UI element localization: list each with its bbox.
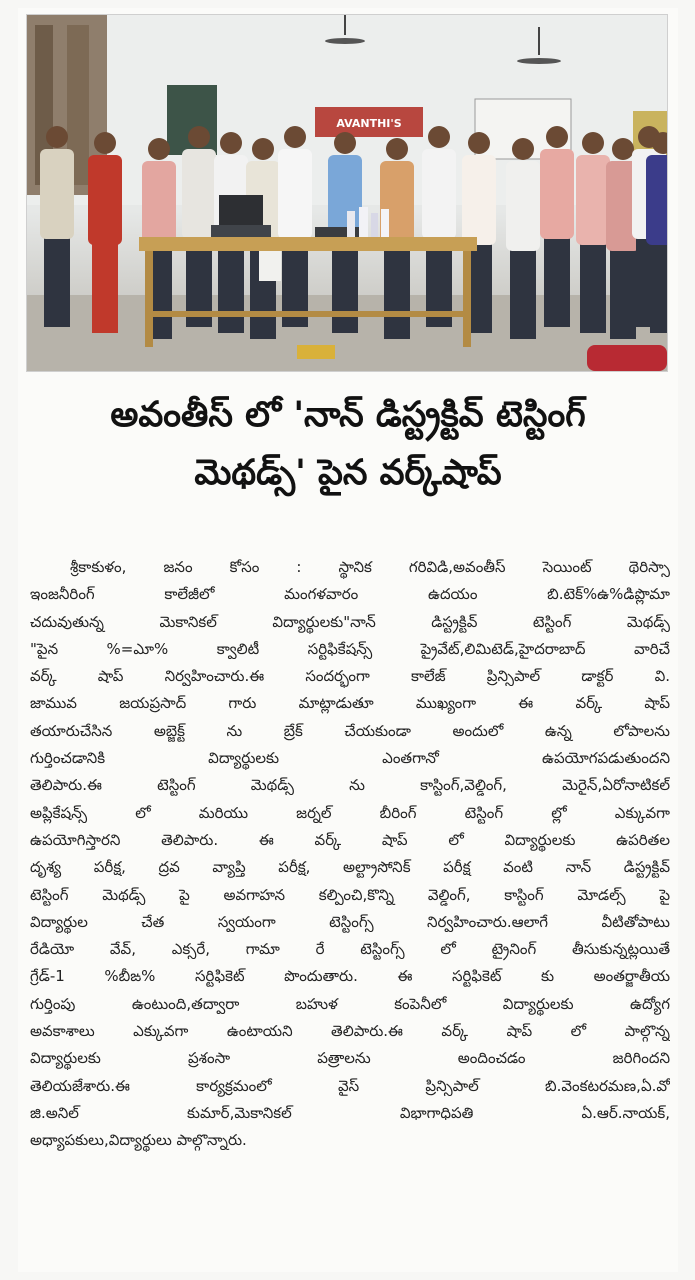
person-figure	[182, 126, 216, 327]
article-line: ఉపయోగిస్తారని తెలిపారు. ఈ వర్క్ షాప్ లో విద్యార్థులకు ఉపరితల	[30, 830, 670, 849]
article-line: జి.అనిల్ కుమార్,మెకానికల్ విభాగాధిపతి ఏ.ఆర్.నాయక్,	[30, 1103, 670, 1122]
article-line: జామువ జయప్రసాద్ గారు మాట్లాడుతూ ముఖ్యంగా ఈ వర్క్ షాప్	[30, 694, 670, 713]
headline-line-1: అవంతీస్ లో 'నాన్ డిస్ట్రక్టివ్ టెస్టింగ్	[110, 395, 586, 435]
person-figure	[40, 126, 74, 327]
article-line: అధ్యాపకులు,విద్యార్థులు పాల్గొన్నారు.	[30, 1131, 247, 1150]
article-line: గుర్తించడానికి విద్యార్థులకు ఎంతగానో ఉపయోగపడుతుందని	[30, 749, 670, 768]
newspaper-clipping	[18, 8, 678, 1272]
banner-label: AVANTHI'S	[336, 117, 402, 130]
article-line: గుర్తింపు ఉంటుంది,తద్వారా బహుళ కంపెనీలో విద్యార్థులకు ఉద్యోగ	[30, 994, 670, 1013]
headline-line-2: మెథడ్స్' పైన వర్క్‌షాప్	[194, 453, 502, 493]
person-figure	[540, 126, 574, 327]
article-line: గ్రేడ్-1 %బీఙ% సర్టిఫికెట్ పొందుతారు. ఈ సర్టిఫికెట్ కు అంతర్జాతీయ	[30, 967, 670, 986]
article-line: అవకాశాలు ఎక్కువగా ఉంటాయని తెలిపారు.ఈ వర్క్ షాప్ లో పాల్గొన్న	[30, 1022, 670, 1041]
person-figure	[88, 132, 122, 333]
article-line: టెస్టింగ్ మెథడ్స్ పై అవగాహన కల్పించి,కొన్ని వెల్డింగ్, కాస్టింగ్ మోడల్స్ పై	[30, 885, 670, 904]
article-line: తెలిపారు.ఈ టెస్టింగ్ మెథడ్స్ ను కాస్టింగ్,వెల్డింగ్, మెరైన్,ఏరోనాటికల్	[30, 776, 670, 795]
person-figure	[278, 126, 312, 327]
article-line: అప్లికేషన్స్ లో మరియు జర్నల్ బీరింగ్ టెస్టింగ్ ల్లో ఎక్కువగా	[30, 803, 670, 822]
group-photo	[26, 14, 668, 372]
article-line: రేడియో వేవ్, ఎక్సరే, గామా రే టెస్టింగ్స్ లో ట్రైనింగ్ తీసుకున్నట్లయితే	[30, 940, 670, 959]
article-line: చదువుతున్న మెకానికల్ విద్యార్థులకు"నాన్ డిస్ట్రక్టివ్ టెస్టింగ్ మెథడ్స్	[30, 612, 670, 631]
article-line: ఇంజనీరింగ్ కాలేజీలో మంగళవారం ఉదయం బి.టెక్%ఉ%డిప్లొమా	[30, 585, 670, 604]
article-line: "పైన %=ఎూ% క్వాలిటీ సర్టిఫికేషన్స్ ప్రైవేట్,లిమిటెడ్,హైదరాబాద్ వారిచే	[30, 639, 670, 658]
workshop-photo-illustration	[27, 15, 667, 371]
person-figure	[506, 138, 540, 339]
headline	[18, 386, 678, 502]
person-figure	[576, 132, 610, 333]
article-line: విద్యార్థుల చేత స్వయంగా టెస్టింగ్స్ నిర్వహించారు.ఆలాగే వీటితోపాటు	[30, 912, 670, 931]
article-body	[30, 554, 670, 1155]
article-line: దృశ్య పరీక్ష, ద్రవ వ్యాప్తి పరీక్ష, అల్ట్రాసోనిక్ పరీక్ష వంటి నాన్ డిస్ట్రక్టివ్	[30, 858, 670, 877]
article-line: తెలియజేశారు.ఈ కార్యక్రమంలో వైస్ ప్రిన్సిపాల్ బి.వెంకటరమణ,ఏ.వో	[30, 1076, 670, 1095]
article-line: తయారుచేసిన అబ్జెక్ట్ ను బ్రేక్ చేయకుండా అందులో ఉన్న లోపాలను	[30, 721, 670, 740]
article-line: వర్క్ షాప్ నిర్వహించారు.ఈ సందర్భంగా కాలేజ్ ప్రిన్సిపాల్ డాక్టర్ వి.	[30, 667, 670, 686]
article-line: విద్యార్థులకు ప్రశంసా పత్రాలను అందించడం జరిగిందని	[30, 1049, 670, 1068]
person-figure	[422, 126, 456, 327]
article-line: శ్రీకాకుళం, జనం కోసం : స్థానిక గరివిడి,అవంతీస్ సెయింట్ థెరిస్సా	[70, 558, 670, 576]
